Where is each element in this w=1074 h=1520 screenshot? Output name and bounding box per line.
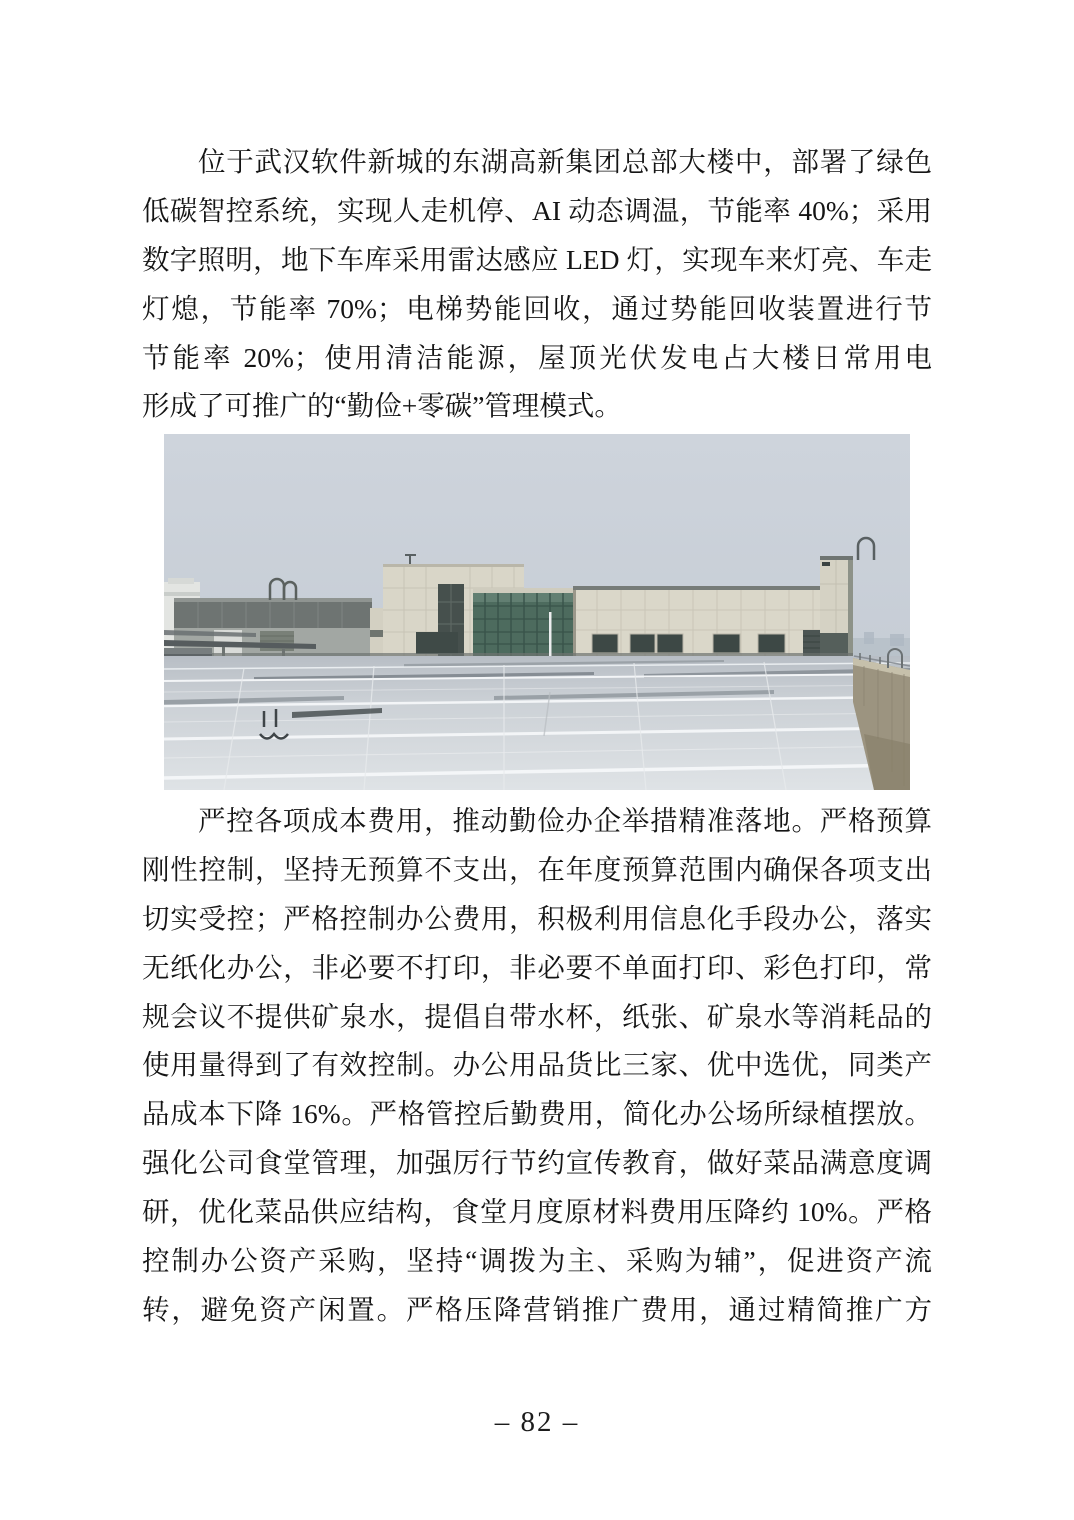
text-line: 规会议不提供矿泉水，提倡自带水杯，纸张、矿泉水等消耗品的 (142, 1000, 932, 1032)
text-line: 转，避免资产闲置。严格压降营销推广费用，通过精简推广方 (142, 1293, 932, 1325)
rooftop-solar-photo-illustration (164, 434, 910, 790)
text-line: 强化公司食堂管理，加强厉行节约宣传教育，做好菜品满意度调 (142, 1147, 932, 1179)
text-line: 刚性控制，坚持无预算不支出，在年度预算范围内确保各项支出 (142, 853, 932, 885)
text-line: 数字照明，地下车库采用雷达感应 LED 灯，实现车来灯亮、车走 (142, 243, 932, 275)
text-line: 低碳智控系统，实现人走机停、AI 动态调温，节能率 40%；采用 (142, 194, 932, 226)
rooftop-solar-photo (164, 434, 910, 790)
text-line: 严控各项成本费用，推动勤俭办企举措精准落地。严格预算 (198, 805, 932, 836)
page-footer (0, 1404, 1074, 1440)
paragraph-energy-saving (142, 138, 932, 431)
page-number: – 82 – (494, 1406, 580, 1438)
text-line: 品成本下降 16%。严格管控后勤费用，简化办公场所绿植摆放。 (142, 1098, 932, 1130)
paragraph-cost-control (142, 797, 932, 1335)
text-line: 无纸化办公，非必要不打印，非必要不单面打印、彩色打印，常 (142, 951, 932, 983)
text-line: 灯熄，节能率 70%；电梯势能回收，通过势能回收装置进行节 (142, 292, 932, 324)
text-line: 研，优化菜品供应结构，食堂月度原材料费用压降约 10%。严格 (142, 1196, 932, 1228)
text-line: 控制办公资产采购，坚持“调拨为主、采购为辅”，促进资产流 (142, 1245, 932, 1277)
text-line: 使用量得到了有效控制。办公用品货比三家、优中选优，同类产 (142, 1049, 932, 1081)
text-line: 形成了可推广的“勤俭+零碳”管理模式。 (142, 390, 622, 422)
text-line: 切实受控；严格控制办公费用，积极利用信息化手段办公，落实 (142, 902, 932, 934)
text-line: 位于武汉软件新城的东湖高新集团总部大楼中，部署了绿色 (198, 146, 932, 177)
text-line: 节能率 20%；使用清洁能源，屋顶光伏发电占大楼日常用电 (142, 341, 932, 373)
